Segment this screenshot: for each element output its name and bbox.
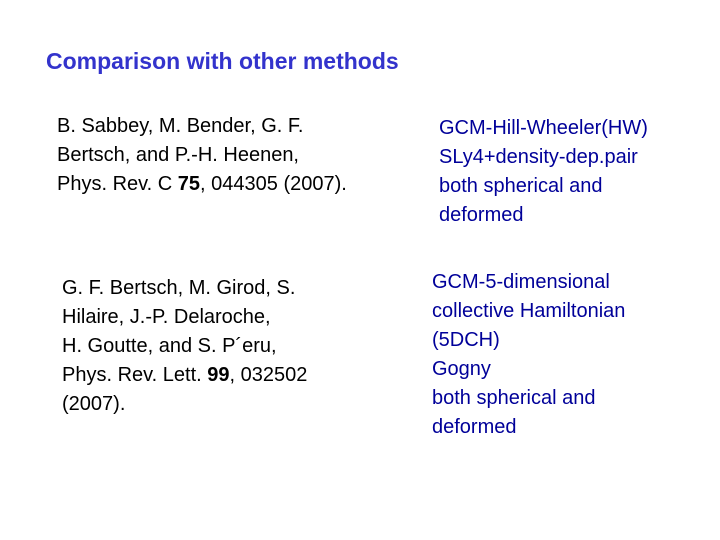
reference-bertsch-2007 (62, 274, 307, 419)
description-line: both spherical and (439, 175, 603, 197)
reference-line: Hilaire, J.-P. Delaroche, (62, 306, 271, 328)
journal-page-year: , 044305 (2007). (200, 173, 347, 195)
reference-journal-line (57, 170, 347, 199)
description-line: deformed (432, 416, 517, 438)
description-line: Gogny (432, 358, 491, 380)
slide-title: Comparison with other methods (46, 48, 399, 74)
description-line: GCM-5-dimensional (432, 271, 610, 293)
reference-sabbey-2007 (57, 112, 347, 199)
reference-line: B. Sabbey, M. Bender, G. F. (57, 115, 304, 137)
description-line: SLy4+density-dep.pair (439, 146, 638, 168)
reference-line: G. F. Bertsch, M. Girod, S. (62, 277, 296, 299)
method-description-5dch (432, 268, 625, 442)
reference-journal-line (62, 361, 307, 390)
description-line: (5DCH) (432, 329, 500, 351)
journal-name: Phys. Rev. Lett. (62, 364, 208, 386)
description-line: deformed (439, 204, 524, 226)
description-line: GCM-Hill-Wheeler(HW) (439, 117, 648, 139)
journal-volume: 99 (207, 364, 230, 386)
reference-line: H. Goutte, and S. P´eru, (62, 335, 277, 357)
journal-page: , 032502 (229, 364, 308, 386)
reference-line: Bertsch, and P.-H. Heenen, (57, 144, 299, 166)
journal-volume: 75 (177, 173, 201, 195)
description-line: collective Hamiltonian (432, 300, 626, 322)
description-line: both spherical and (432, 387, 596, 409)
method-description-hw (439, 114, 648, 230)
reference-line: (2007). (62, 393, 126, 415)
journal-name: Phys. Rev. C (57, 173, 178, 195)
